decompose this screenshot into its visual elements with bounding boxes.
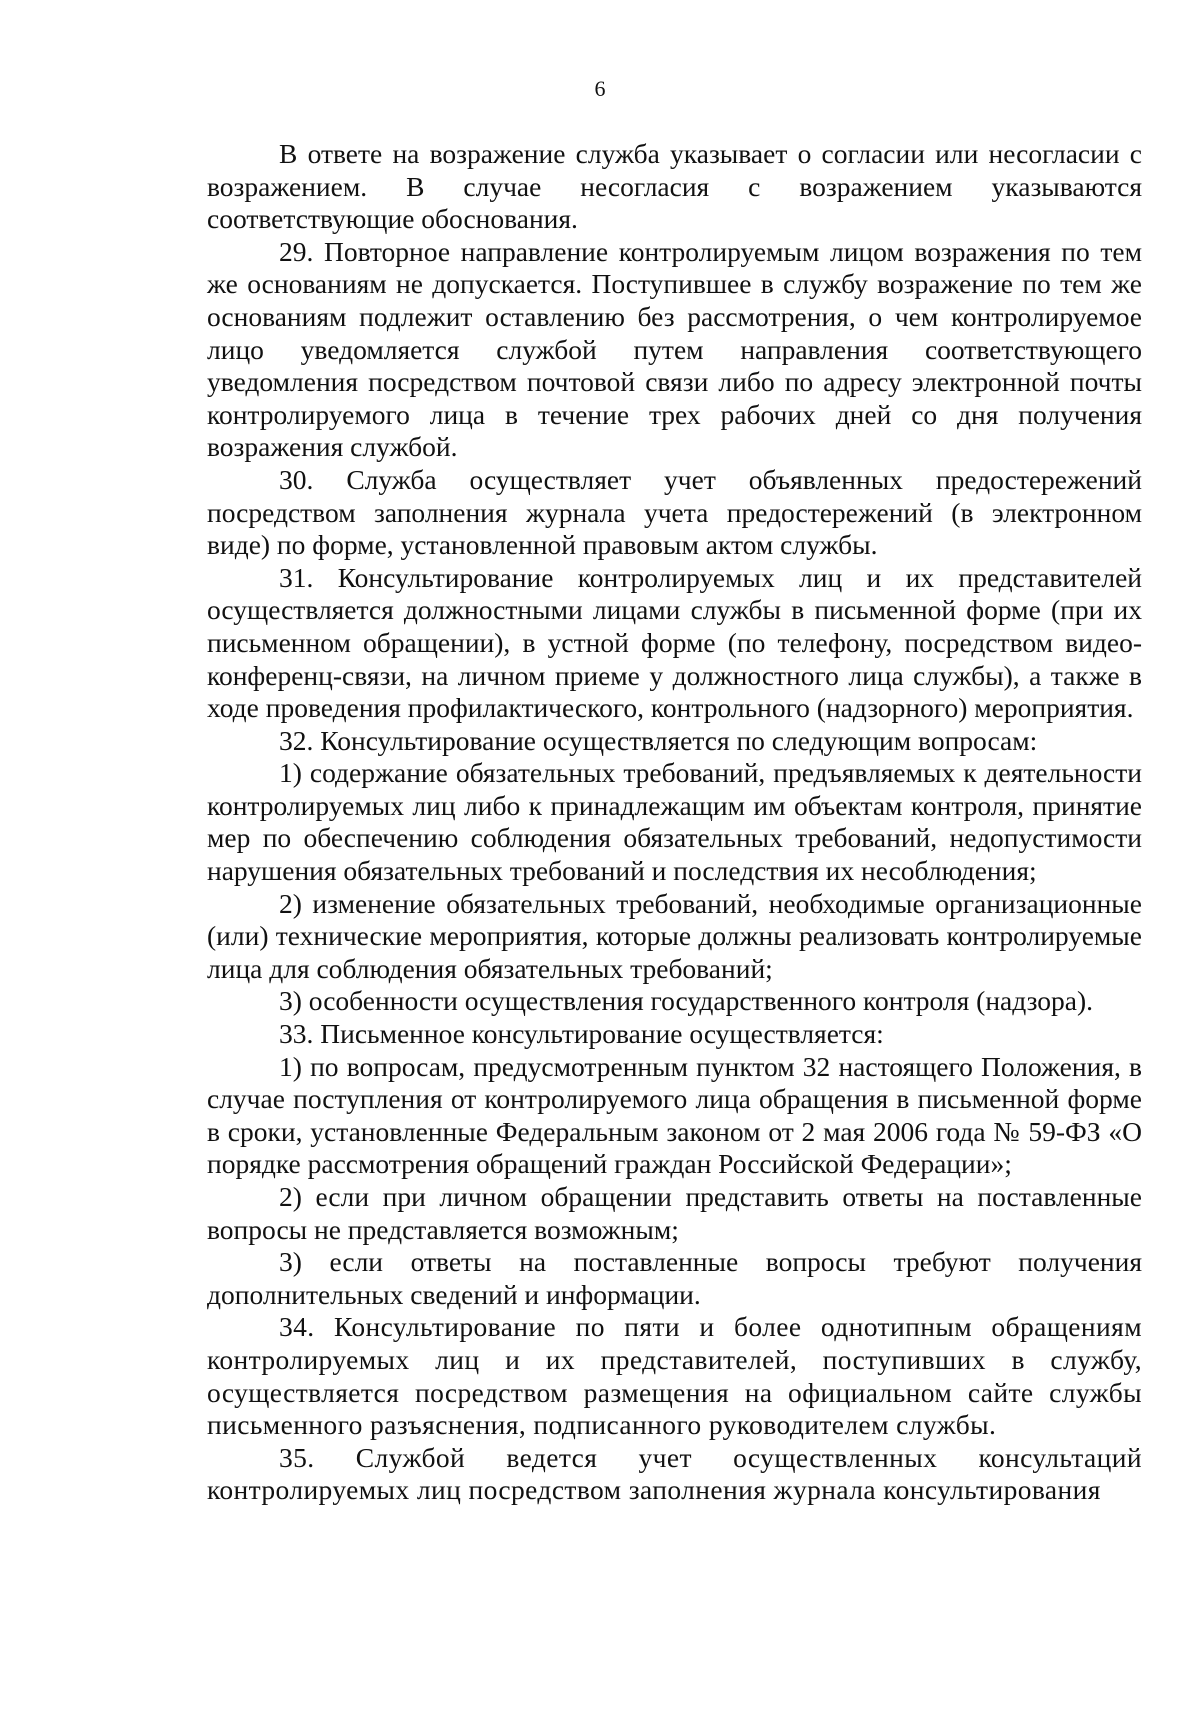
paragraph-objection-answer: В ответе на возражение служба указывает о согласии или несогласии с возражением. В случае несогласия с возражением указываются соответствующие обоснования. xyxy=(207,138,1142,235)
paragraph-32-item-3: 3) особенности осуществления государственного контроля (надзора). xyxy=(279,985,1094,1017)
document-body xyxy=(207,138,1142,1507)
paragraph-33-item-2: 2) если при личном обращении представить ответы на поставленные вопросы не представляется возможным; xyxy=(207,1181,1142,1245)
page-number: 6 xyxy=(594,76,606,101)
paragraph-30: 30. Служба осуществляет учет объявленных предостережений посредством заполнения журнала учета предостережений (в электронном виде) по форме, установленной правовым актом службы. xyxy=(207,463,1142,561)
paragraph-32-item-2: 2) изменение обязательных требований, необходимые организационные (или) технические мероприятия, которые должны реализовать контролируемые лица для соблюдения обязательных требований; xyxy=(207,887,1142,984)
paragraph-33-item-1: 1) по вопросам, предусмотренным пунктом 32 настоящего Положения, в случае поступления от контролируемого лица обращения в письменной форме в сроки, установленные Федеральным законом от 2 мая 2006 года № 59-ФЗ «О порядке рассмотрения обращений граждан Российской Федерации»; xyxy=(207,1050,1142,1180)
paragraph-34: 34. Консультирование по пяти и более однотипным обращениям контролируемых лиц и их представителей, поступивших в службу, осуществляется посредством размещения на официальном сайте службы письменного разъяснения, подписанного руководителем службы. xyxy=(207,1311,1142,1441)
paragraph-33-item-3: 3) если ответы на поставленные вопросы требуют получения дополнительных сведений и информации. xyxy=(207,1246,1142,1310)
paragraph-35: 35. Службой ведется учет осуществленных консультаций контролируемых лиц посредством заполнения журнала консультирования xyxy=(207,1441,1142,1506)
paragraph-33: 33. Письменное консультирование осуществляется: xyxy=(279,1018,884,1050)
paragraph-32: 32. Консультирование осуществляется по следующим вопросам: xyxy=(279,724,1038,756)
paragraph-31: 31. Консультирование контролируемых лиц и их представителей осуществляется должностными лицами службы в письменной форме (при их письменном обращении), в устной форме (по телефону, посредством видео-конференц-связи, на личном приеме у должностного лица службы), а также в ходе проведения профилактического, контрольного (надзорного) мероприятия. xyxy=(207,561,1142,724)
paragraph-32-item-1: 1) содержание обязательных требований, предъявляемых к деятельности контролируемых лиц либо к принадлежащим им объектам контроля, принятие мер по обеспечению соблюдения обязательных требований, недопустимости нарушения обязательных требований и последствия их несоблюдения; xyxy=(207,757,1142,887)
paragraph-29: 29. Повторное направление контролируемым лицом возражения по тем же основаниям не допускается. Поступившее в службу возражение по тем же основаниям подлежит оставлению без рассмотрения, о чем контролируемое лицо уведомляется службой путем направления соответствующего уведомления посредством почтовой связи либо по адресу электронной почты контролируемого лица в течение трех рабочих дней со дня получения возражения службой. xyxy=(207,235,1142,463)
